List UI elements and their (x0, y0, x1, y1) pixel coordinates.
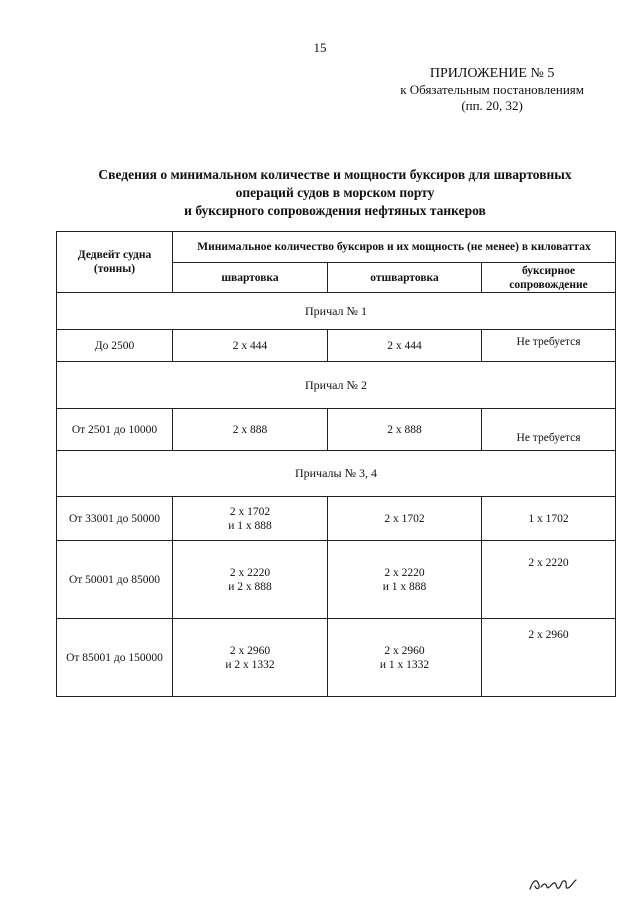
cell-unmooring: 2 x 2960 и 1 x 1332 (328, 619, 482, 697)
cell-mooring: 2 x 1702 и 1 x 888 (173, 497, 328, 541)
appendix-reference: (пп. 20, 32) (461, 98, 523, 113)
signature-mark (527, 874, 581, 894)
header-tug-group: Минимальное количество буксиров и их мощность (не менее) в киловаттах (173, 232, 616, 263)
appendix-subtitle: к Обязательным постановлениям (400, 82, 584, 97)
cell-mooring: 2 x 888 (173, 409, 328, 451)
table-row (57, 409, 616, 451)
cell-mooring: 2 x 2960 и 2 x 1332 (173, 619, 328, 697)
cell-deadweight: От 85001 до 150000 (57, 619, 173, 697)
cell-escort: 2 x 2960 (482, 619, 616, 697)
appendix-header (400, 66, 584, 114)
document-title (50, 166, 620, 220)
table-row (57, 330, 616, 362)
cell-mooring: 2 x 444 (173, 330, 328, 362)
section-heading: Причал № 1 (57, 293, 616, 330)
header-mooring: швартовка (173, 263, 328, 293)
cell-deadweight: До 2500 (57, 330, 173, 362)
cell-unmooring: 2 x 2220 и 1 x 888 (328, 541, 482, 619)
table-row (57, 497, 616, 541)
table-row (57, 541, 616, 619)
cell-deadweight: От 33001 до 50000 (57, 497, 173, 541)
header-escort: буксирное сопровождение (482, 263, 616, 293)
header-deadweight: Дедвейт судна (тонны) (57, 232, 173, 293)
tug-requirements-table (56, 231, 616, 697)
cell-deadweight: От 2501 до 10000 (57, 409, 173, 451)
cell-unmooring: 2 x 1702 (328, 497, 482, 541)
cell-deadweight: От 50001 до 85000 (57, 541, 173, 619)
cell-escort: 1 x 1702 (482, 497, 616, 541)
cell-unmooring: 2 x 444 (328, 330, 482, 362)
page-number: 15 (313, 40, 327, 55)
title-line-2: операций судов в морском порту (235, 185, 435, 200)
title-line-3: и буксирного сопровождения нефтяных танкеров (184, 203, 486, 218)
appendix-title: ПРИЛОЖЕНИЕ № 5 (429, 66, 555, 81)
section-heading: Причалы № 3, 4 (57, 451, 616, 497)
section-heading: Причал № 2 (57, 362, 616, 409)
cell-escort: Не требуется (482, 330, 616, 362)
cell-mooring: 2 x 2220 и 2 x 888 (173, 541, 328, 619)
cell-unmooring: 2 x 888 (328, 409, 482, 451)
title-line-1: Сведения о минимальном количестве и мощности буксиров для швартовных (98, 167, 572, 182)
header-unmooring: отшвартовка (328, 263, 482, 293)
cell-escort: Не требуется (482, 409, 616, 451)
table-row (57, 619, 616, 697)
cell-escort: 2 x 2220 (482, 541, 616, 619)
